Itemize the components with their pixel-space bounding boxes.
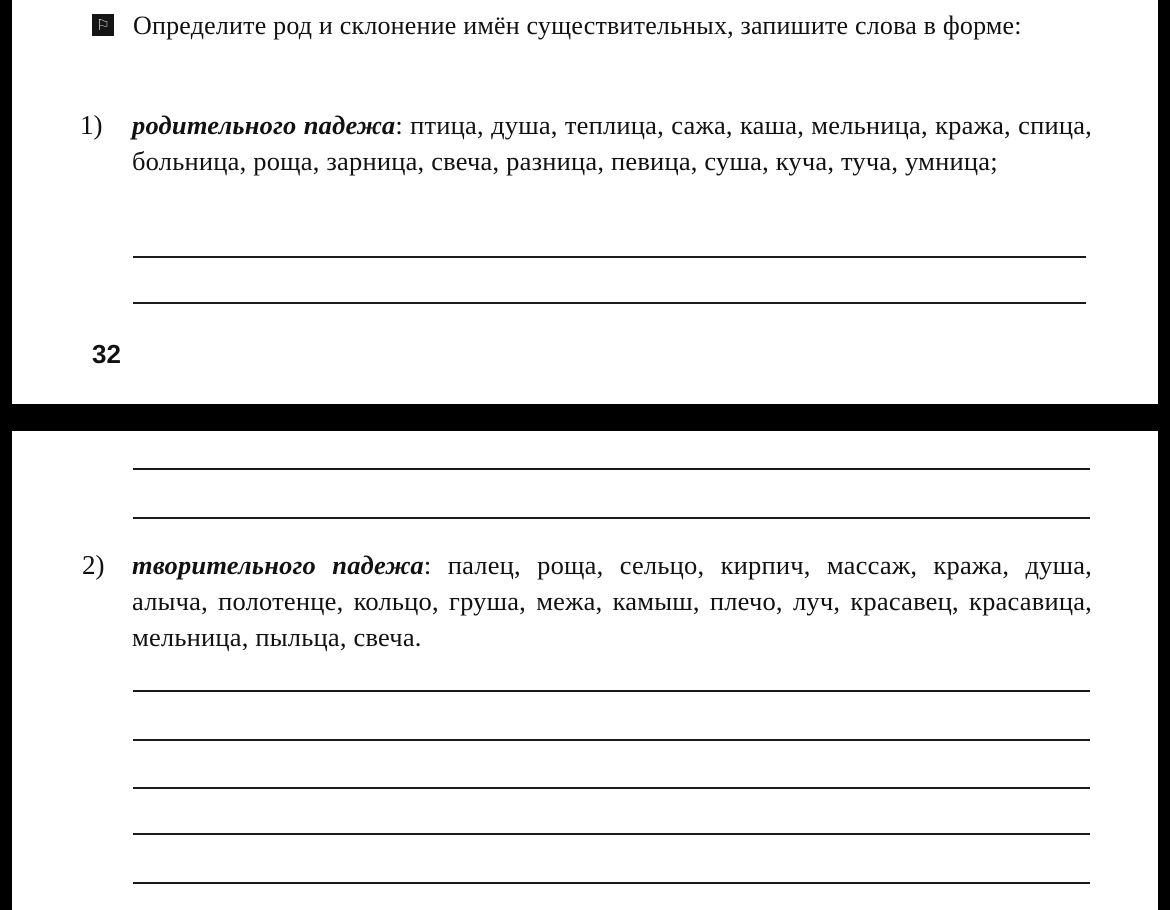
item-1-lead: родительного падежа <box>132 110 396 140</box>
task-instruction: Определите род и склонение имён существительных, запишите слова в форме: <box>133 11 1022 40</box>
answer-line[interactable] <box>133 468 1090 470</box>
item-1-number: 1) <box>80 110 103 140</box>
item-2-text <box>132 547 1092 655</box>
answer-line[interactable] <box>133 833 1090 835</box>
item-2-number: 2) <box>82 550 105 580</box>
item-1-text <box>132 107 1092 179</box>
answer-line[interactable] <box>133 690 1090 692</box>
page-bottom <box>12 431 1158 910</box>
answer-line[interactable] <box>133 787 1090 789</box>
answer-line[interactable] <box>133 739 1090 741</box>
item-2-words: : палец, роща, сельцо, кирпич, массаж, кража, душа, алыча, полотенце, кольцо, груша, межа, камыш, плечо, луч, красавец, красавица, мельница, пыльца, свеча. <box>132 550 1093 652</box>
answer-line[interactable] <box>133 882 1090 884</box>
answer-line[interactable] <box>133 256 1086 258</box>
answer-line[interactable] <box>133 517 1090 519</box>
answer-line[interactable] <box>133 302 1086 304</box>
page-top <box>12 0 1158 404</box>
item-1-words: : птица, душа, теплица, сажа, каша, мельница, кража, спица, больница, роща, зарница, свеча, разница, певица, суша, куча, туча, умница; <box>132 110 1092 176</box>
task-marker-icon: ⚐ <box>92 14 114 36</box>
item-2-lead: творительного падежа <box>132 550 424 580</box>
page-number: 32 <box>92 339 121 369</box>
